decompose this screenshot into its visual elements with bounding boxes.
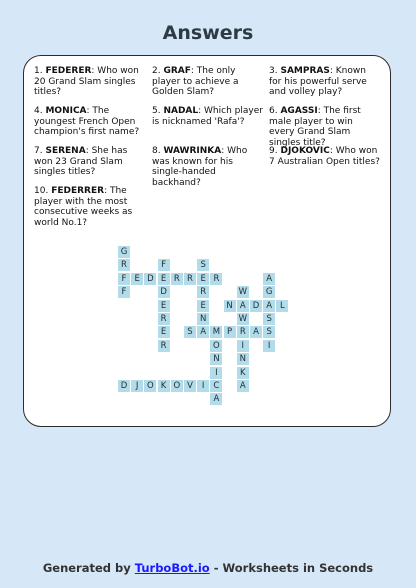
crossword-cell: N	[197, 313, 209, 325]
crossword-cell: P	[224, 326, 236, 338]
crossword-cell: E	[158, 300, 170, 312]
crossword-cell: A	[197, 326, 209, 338]
answers-card	[23, 55, 391, 427]
crossword-cell: D	[250, 300, 262, 312]
crossword-cell: S	[263, 313, 275, 325]
clue-8: 8. WAWRINKA: Who was known for his single-handed backhand?	[152, 146, 248, 188]
clue-7: 7. SERENA: She has won 23 Grand Slam singles titles?	[34, 146, 128, 177]
crossword-cell: V	[184, 380, 196, 392]
crossword-cell: E	[158, 273, 170, 285]
clue-10: 10. FEDERRER: The player with the most consecutive weeks as world No.1?	[34, 186, 133, 228]
crossword-cell: R	[118, 259, 130, 271]
crossword-cell: A	[250, 326, 262, 338]
crossword-cell: M	[210, 326, 222, 338]
crossword-cell: F	[118, 273, 130, 285]
crossword-cell: S	[184, 326, 196, 338]
crossword-cell: R	[184, 273, 196, 285]
crossword-cell: R	[171, 273, 183, 285]
turbobot-link[interactable]: TurboBot.io	[134, 561, 210, 575]
crossword-cell: D	[158, 286, 170, 298]
crossword-cell: F	[118, 286, 130, 298]
crossword-cell: N	[237, 353, 249, 365]
crossword-cell: I	[197, 380, 209, 392]
crossword-cell: E	[131, 273, 143, 285]
crossword-cell: G	[118, 246, 130, 258]
crossword-cell: E	[158, 326, 170, 338]
clue-6: 6. AGASSI: The first male player to win every Grand Slam singles title?	[269, 106, 361, 148]
crossword-cell: O	[144, 380, 156, 392]
crossword-cell: O	[171, 380, 183, 392]
crossword-cell: I	[237, 340, 249, 352]
crossword-grid	[24, 56, 392, 428]
clue-4: 4. MONICA: The youngest French Open champion's first name?	[34, 106, 140, 137]
crossword-cell: A	[263, 273, 275, 285]
crossword-cell: E	[197, 273, 209, 285]
clue-1: 1. FEDERER: Who won 20 Grand Slam singles titles?	[34, 66, 139, 97]
crossword-cell: A	[210, 393, 222, 405]
clue-3: 3. SAMPRAS: Known for his powerful serve and volley play?	[269, 66, 367, 97]
crossword-cell: E	[197, 300, 209, 312]
clue-9: 9. DJOKOVIC: Who won 7 Australian Open titles?	[269, 146, 380, 167]
crossword-cell: J	[131, 380, 143, 392]
crossword-cell: K	[158, 380, 170, 392]
page-title: Answers	[162, 22, 254, 44]
crossword-cell: F	[158, 259, 170, 271]
crossword-cell: G	[263, 286, 275, 298]
crossword-cell: S	[197, 259, 209, 271]
crossword-cell: N	[210, 353, 222, 365]
crossword-cell: N	[224, 300, 236, 312]
crossword-cell: R	[158, 313, 170, 325]
crossword-cell: I	[263, 340, 275, 352]
footer: Generated by TurboBot.io - Worksheets in Seconds	[42, 561, 374, 575]
crossword-cell: D	[144, 273, 156, 285]
crossword-cell: W	[238, 287, 247, 298]
crossword-cell: S	[263, 326, 275, 338]
crossword-cell: R	[197, 286, 209, 298]
crossword-cell: R	[210, 273, 222, 285]
crossword-cell: R	[158, 340, 170, 352]
crossword-cell: A	[237, 300, 249, 312]
crossword-cell: O	[210, 340, 222, 352]
crossword-cell: C	[210, 380, 222, 392]
crossword-cell: A	[237, 380, 249, 392]
crossword-cell: A	[263, 300, 275, 312]
crossword-cell: W	[238, 314, 247, 324]
crossword-cell: R	[237, 326, 249, 338]
crossword-cell: I	[210, 367, 222, 379]
clue-5: 5. NADAL: Which player is nicknamed 'Rafa'?	[152, 106, 263, 127]
crossword-cell: L	[276, 300, 288, 312]
crossword-cell: D	[118, 380, 130, 392]
crossword-cell: K	[237, 367, 249, 379]
clue-2: 2. GRAF: The only player to achieve a Golden Slam?	[152, 66, 239, 97]
